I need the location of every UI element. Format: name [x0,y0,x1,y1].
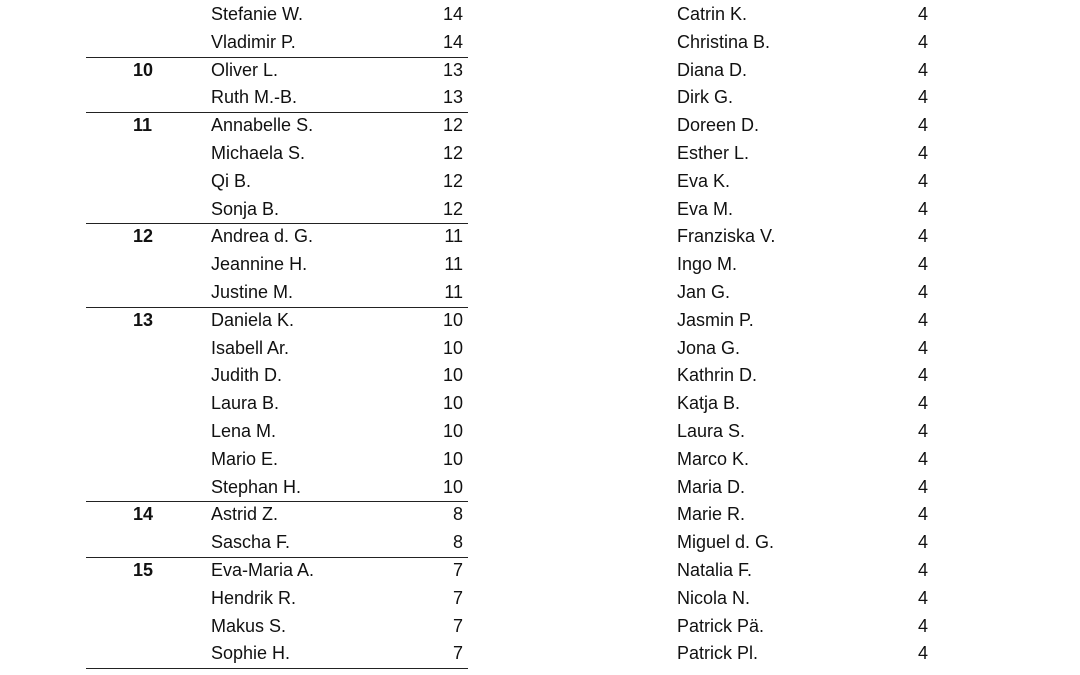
participant-name: Ingo M. [677,254,738,275]
score-value: 4 [917,198,928,219]
right-table-row [0,557,1000,585]
right-table-row [0,640,1000,668]
participant-name: Laura S. [677,421,746,441]
participant-name: Sonja B. [211,198,280,219]
score-value: 4 [917,421,928,441]
participant-name: Jeannine H. [211,254,308,275]
participant-name: Sascha F. [211,532,291,553]
score-value: 4 [917,448,928,469]
participant-name: Mario E. [211,448,279,469]
score-value: 12 [442,143,463,163]
right-table-row [0,112,1000,140]
rank-number: 13 [133,309,154,330]
right-table-row [0,529,1000,557]
score-value: 4 [917,87,928,108]
score-value: 4 [917,170,928,191]
score-value: 12 [442,198,463,219]
participant-name: Justine M. [211,282,294,302]
score-value: 4 [917,393,928,414]
score-value: 10 [442,309,463,330]
participant-name: Natalia F. [677,560,753,580]
right-table-row [0,223,1000,251]
participant-name: Katja B. [677,393,741,414]
right-table-row [0,335,1000,363]
score-value: 7 [452,615,463,636]
participant-name: Hendrik R. [211,587,297,608]
right-table-row [0,251,1000,279]
rank-number: 15 [133,560,154,580]
right-table-row [0,168,1000,196]
right-table-row [0,196,1000,224]
score-value: 4 [917,643,928,664]
participant-name: Marie R. [677,504,746,525]
rank-number: 12 [133,226,154,247]
score-value: 4 [917,615,928,636]
score-value: 12 [442,170,463,191]
score-value: 4 [917,560,928,580]
right-table-row [0,362,1000,390]
score-value: 4 [917,365,928,386]
score-value: 4 [917,587,928,608]
score-value: 11 [444,254,463,275]
participant-name: Maria D. [677,476,746,497]
participant-name: Astrid Z. [211,504,279,525]
score-value: 13 [442,87,463,108]
right-table-row [0,613,1000,641]
participant-name: Dirk G. [677,87,733,108]
group-divider [86,668,468,669]
score-value: 4 [917,282,928,302]
participant-name: Vladimir P. [211,31,296,52]
participant-name: Makus S. [211,615,287,636]
score-value: 13 [442,59,463,80]
right-table-row [0,57,1000,85]
score-value: 10 [442,337,463,358]
participant-name: Doreen D. [677,115,760,136]
score-value: 8 [452,532,463,553]
participant-name: Lena M. [211,421,277,441]
right-table-row [0,1,1000,29]
right-table-row [0,390,1000,418]
participant-name: Stephan H. [211,476,302,497]
score-value: 4 [917,309,928,330]
participant-name: Jasmin P. [677,309,754,330]
right-table-row [0,501,1000,529]
right-table-row [0,474,1000,502]
right-table-row [0,279,1000,307]
right-table-row [0,307,1000,335]
participant-name: Esther L. [677,143,750,163]
score-value: 10 [442,393,463,414]
score-value: 4 [917,226,928,247]
rank-number: 11 [133,115,153,136]
right-table-row [0,84,1000,112]
score-value: 4 [917,504,928,525]
score-value: 10 [442,365,463,386]
participant-name: Eva-Maria A. [211,560,315,580]
score-value: 12 [442,115,463,136]
right-table-row [0,29,1000,57]
score-value: 14 [442,31,463,52]
participant-name: Sophie H. [211,643,291,664]
participant-name: Kathrin D. [677,365,758,386]
participant-name: Andrea d. G. [211,226,314,247]
participant-name: Jona G. [677,337,741,358]
participant-name: Michaela S. [211,143,306,163]
right-table-row [0,585,1000,613]
score-value: 11 [444,226,463,247]
participant-name: Qi B. [211,170,252,191]
participant-name: Laura B. [211,393,280,414]
rank-number: 14 [133,504,154,525]
participant-name: Patrick Pä. [677,615,765,636]
participant-name: Miguel d. G. [677,532,775,553]
score-value: 10 [442,448,463,469]
score-value: 4 [917,337,928,358]
score-value: 4 [917,31,928,52]
score-value: 10 [442,476,463,497]
rank-number: 10 [133,59,154,80]
participant-name: Catrin K. [677,4,748,24]
score-value: 10 [442,421,463,441]
participant-name: Oliver L. [211,59,279,80]
participant-name: Isabell Ar. [211,337,290,358]
participant-name: Jan G. [677,282,731,302]
right-table-row [0,418,1000,446]
participant-name: Stefanie W. [211,4,304,24]
score-value: 4 [917,59,928,80]
score-value: 4 [917,254,928,275]
participant-name: Christina B. [677,31,771,52]
score-value: 4 [917,115,928,136]
participant-name: Franziska V. [677,226,776,247]
participant-name: Marco K. [677,448,750,469]
participant-name: Daniela K. [211,309,295,330]
participant-name: Eva K. [677,170,731,191]
participant-name: Annabelle S. [211,115,314,136]
participant-name: Diana D. [677,59,748,80]
score-value: 4 [917,532,928,553]
score-value: 4 [917,143,928,163]
score-value: 7 [452,643,463,664]
participant-name: Ruth M.-B. [211,87,298,108]
score-value: 4 [917,476,928,497]
participant-name: Judith D. [211,365,283,386]
participant-name: Eva M. [677,198,734,219]
participant-name: Patrick Pl. [677,643,759,664]
score-value: 8 [452,504,463,525]
score-value: 14 [442,4,463,24]
participant-name: Nicola N. [677,587,751,608]
score-value: 7 [452,560,463,580]
score-value: 11 [444,282,463,302]
score-value: 4 [917,4,928,24]
right-table-row [0,446,1000,474]
right-table-row [0,140,1000,168]
score-value: 7 [452,587,463,608]
